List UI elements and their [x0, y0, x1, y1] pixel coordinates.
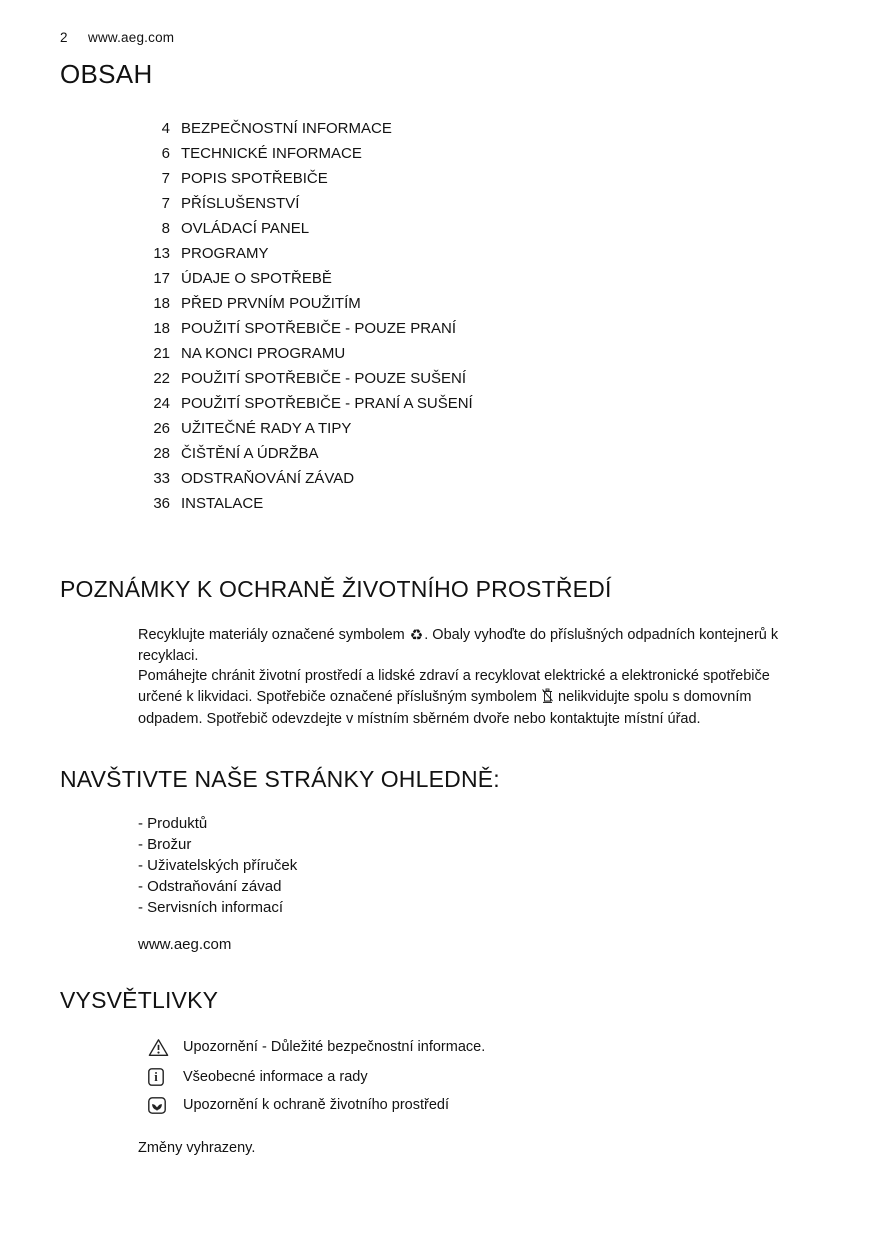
toc-entry-label: POUŽITÍ SPOTŘEBIČE - PRANÍ A SUŠENÍ — [181, 395, 473, 412]
legend-row-info — [148, 1068, 815, 1086]
toc-entry — [60, 116, 815, 141]
toc-entry-label: PŘÍSLUŠENSTVÍ — [181, 195, 300, 212]
toc-entry-page: 18 — [153, 320, 170, 337]
page-header — [60, 30, 815, 45]
toc-entry-page: 26 — [153, 420, 170, 437]
toc-entry — [60, 366, 815, 391]
warning-icon — [148, 1038, 174, 1057]
toc-entry — [60, 341, 815, 366]
toc-entry — [60, 491, 815, 516]
toc-entry — [60, 191, 815, 216]
toc-entry — [60, 416, 815, 441]
toc-entry — [60, 291, 815, 316]
toc-entry — [60, 441, 815, 466]
info-icon — [148, 1068, 174, 1086]
toc-title: OBSAH — [60, 59, 153, 89]
toc-entry-page: 7 — [161, 195, 170, 212]
toc-entry — [60, 466, 815, 491]
environment-paragraph-1: Recyklujte materiály označené symbolem ♻. Obaly vyhoďte do příslušných odpadních kontejnerů k recyklaci. — [138, 627, 779, 664]
page-number: 2 — [60, 30, 68, 45]
visit-list-item: - Servisních informací — [138, 898, 284, 916]
visit-title: NAVŠTIVTE NAŠE STRÁNKY OHLEDNĚ: — [60, 765, 500, 792]
toc-entry — [60, 391, 815, 416]
visit-list — [138, 813, 815, 918]
toc-entry-page: 36 — [153, 495, 170, 512]
legend-section — [60, 987, 815, 1156]
toc-entry-label: POUŽITÍ SPOTŘEBIČE - POUZE PRANÍ — [181, 320, 457, 337]
toc-entry-page: 33 — [153, 470, 170, 487]
toc-entry — [60, 241, 815, 266]
toc-entry-page: 17 — [153, 270, 170, 287]
visit-list-item: - Uživatelských příruček — [138, 856, 298, 874]
recycle-icon: ♻ — [409, 627, 424, 644]
environment-paragraph-2: Pomáhejte chránit životní prostředí a lidské zdraví a recyklovat elektrické a elektronické spotřebiče určené k likvidaci. Spotřebiče označené příslušným symbolem nelikvidujte spolu s domovním odpadem. Spotřebič odevzdejte v místním sběrném dvoře nebo kontaktujte místní úřad. — [138, 668, 770, 727]
toc-entry-label: ODSTRAŇOVÁNÍ ZÁVAD — [181, 470, 355, 487]
toc-entry-page: 22 — [153, 370, 170, 387]
toc-entry-label: TECHNICKÉ INFORMACE — [181, 145, 362, 162]
legend-text: Upozornění - Důležité bezpečnostní informace. — [183, 1039, 486, 1055]
environment-title: POZNÁMKY K OCHRANĚ ŽIVOTNÍHO PROSTŘEDÍ — [60, 576, 612, 602]
toc-entry-page: 28 — [153, 445, 170, 462]
toc-entry-label: OVLÁDACÍ PANEL — [181, 220, 310, 237]
toc-entry-page: 18 — [153, 295, 170, 312]
visit-list-item: - Produktů — [138, 814, 208, 832]
environment-icon — [148, 1097, 174, 1114]
toc-entry — [60, 216, 815, 241]
toc-entry-page: 4 — [161, 120, 170, 137]
legend-rows — [148, 1038, 815, 1114]
toc-entry-page: 13 — [153, 245, 170, 262]
toc-entry-label: UŽITEČNÉ RADY A TIPY — [181, 420, 352, 437]
toc-entry-label: PROGRAMY — [181, 245, 269, 262]
legend-title: VYSVĚTLIVKY — [60, 986, 219, 1013]
toc-entry — [60, 316, 815, 341]
legend-row-environment — [148, 1097, 815, 1114]
legend-text: Všeobecné informace a rady — [183, 1068, 368, 1085]
toc-entry-page: 8 — [161, 220, 170, 237]
toc-entry-label: BEZPEČNOSTNÍ INFORMACE — [181, 120, 392, 137]
toc-entry-label: POUŽITÍ SPOTŘEBIČE - POUZE SUŠENÍ — [181, 370, 467, 387]
table-of-contents — [60, 116, 815, 516]
changes-reserved-note: Změny vyhrazeny. — [138, 1139, 256, 1156]
toc-entry-page: 6 — [161, 145, 170, 162]
visit-list-item: - Odstraňování závad — [138, 877, 282, 895]
weee-bin-icon — [541, 688, 554, 710]
legend-text: Upozornění k ochraně životního prostředí — [183, 1097, 449, 1113]
toc-entry-label: NA KONCI PROGRAMU — [181, 345, 346, 362]
toc-entry-page: 7 — [161, 170, 170, 187]
toc-entry-label: INSTALACE — [181, 495, 264, 512]
visit-section — [60, 766, 815, 953]
toc-entry — [60, 266, 815, 291]
site-name: www.aeg.com — [88, 30, 175, 45]
toc-entry — [60, 141, 815, 166]
toc-entry-label: POPIS SPOTŘEBIČE — [181, 170, 328, 187]
toc-entry-label: ÚDAJE O SPOTŘEBĚ — [181, 270, 332, 287]
svg-text:i: i — [154, 1069, 158, 1084]
environment-text — [138, 625, 816, 730]
toc-entry-page: 24 — [153, 395, 170, 412]
visit-list-item: - Brožur — [138, 835, 192, 853]
toc-entry-label: PŘED PRVNÍM POUŽITÍM — [181, 295, 361, 312]
toc-entry-page: 21 — [153, 345, 170, 362]
legend-row-warning — [148, 1038, 815, 1057]
website-url: www.aeg.com — [138, 935, 232, 953]
environment-section — [60, 576, 815, 730]
toc-entry — [60, 166, 815, 191]
toc-entry-label: ČIŠTĚNÍ A ÚDRŽBA — [181, 445, 319, 462]
